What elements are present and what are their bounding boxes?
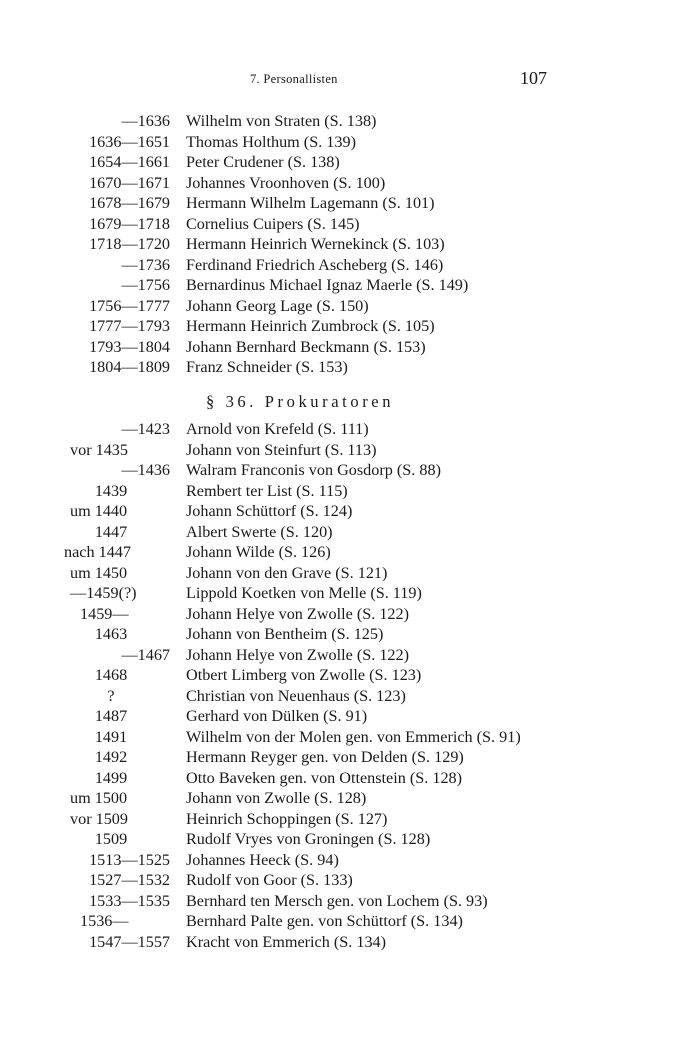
entry-date: 1679—1718 — [89, 214, 170, 233]
list-item — [70, 911, 630, 932]
list-item — [70, 255, 630, 276]
list-item — [70, 152, 630, 173]
entry-name: Johann Wilde (S. 126) — [186, 543, 331, 561]
entry-name: Cornelius Cuipers (S. 145) — [186, 214, 360, 233]
entry-name: Bernhard Palte gen. von Schüttorf (S. 134) — [186, 912, 463, 930]
entry-name: Gerhard von Dülken (S. 91) — [186, 707, 368, 725]
section-heading: § 36. Prokuratoren — [206, 392, 395, 411]
entry-date: —1436 — [121, 461, 170, 479]
entry-date: 1509 — [94, 830, 128, 848]
list-item — [70, 788, 630, 809]
entry-date: 1804—1809 — [89, 358, 170, 376]
entry-name: Johann Bernhard Beckmann (S. 153) — [186, 337, 426, 356]
entry-date: 1636—1651 — [89, 132, 170, 151]
entry-name: Hermann Reyger gen. von Delden (S. 129) — [186, 748, 464, 766]
page-number: 107 — [520, 68, 547, 88]
list-item — [70, 419, 630, 440]
list-item — [70, 604, 630, 625]
entry-date: um 1440 — [70, 502, 128, 520]
list-item — [70, 275, 630, 296]
list-item — [70, 173, 630, 194]
entry-date: 1777—1793 — [89, 317, 170, 335]
entry-name: Wilhelm von der Molen gen. von Emmerich (S. 91) — [186, 727, 521, 746]
entry-date: 1527—1532 — [89, 871, 170, 889]
entry-name: Franz Schneider (S. 153) — [186, 358, 348, 376]
entry-date: 1793—1804 — [89, 337, 170, 356]
entry-name: Johann von Zwolle (S. 128) — [186, 789, 367, 807]
list-item — [70, 583, 630, 604]
list-item — [70, 337, 630, 358]
entry-date: 1468 — [94, 666, 128, 684]
entry-name: Walram Franconis von Gosdorp (S. 88) — [186, 461, 441, 479]
entry-name: Ferdinand Friedrich Ascheberg (S. 146) — [186, 255, 444, 274]
list-item — [70, 111, 630, 132]
list-item — [70, 624, 630, 645]
list-prokuratoren — [64, 419, 630, 952]
entry-date: ? — [107, 686, 115, 705]
list-item — [70, 316, 630, 337]
list-item — [70, 296, 630, 317]
entry-date: —1736 — [121, 255, 170, 274]
entry-date: —1423 — [121, 420, 170, 438]
entry-date: 1487 — [94, 707, 128, 725]
running-head: 7. Personallisten — [250, 72, 338, 86]
list-item — [70, 234, 630, 255]
entry-name: Johannes Vroonhoven (S. 100) — [186, 173, 386, 192]
entry-name: Johann Georg Lage (S. 150) — [186, 296, 369, 315]
entry-date: 1492 — [94, 748, 128, 766]
entry-date: vor 1435 — [70, 440, 128, 459]
list-item — [70, 440, 630, 461]
list-item — [70, 809, 630, 830]
entry-name: Otbert Limberg von Zwolle (S. 123) — [186, 666, 422, 684]
list-item — [70, 829, 630, 850]
list-item — [70, 645, 630, 666]
entry-date: vor 1509 — [70, 809, 128, 828]
entry-date: 1463 — [94, 625, 128, 643]
list-item — [70, 727, 630, 748]
entry-name: Johannes Heeck (S. 94) — [186, 850, 339, 869]
entry-name: Rudolf von Goor (S. 133) — [186, 871, 353, 889]
list-item — [70, 932, 630, 953]
entry-name: Bernardinus Michael Ignaz Maerle (S. 149) — [186, 276, 469, 294]
entry-date: 1513—1525 — [89, 850, 170, 869]
list-item — [70, 850, 630, 871]
list-item — [70, 891, 630, 912]
entry-date: 1678—1679 — [89, 194, 170, 212]
page-header — [0, 68, 700, 92]
list-item — [70, 214, 630, 235]
entry-name: Hermann Wilhelm Lagemann (S. 101) — [186, 194, 435, 212]
list-item — [70, 747, 630, 768]
entry-date: —1467 — [121, 645, 170, 664]
entry-name: Arnold von Krefeld (S. 111) — [186, 420, 369, 438]
entry-date: —1756 — [121, 276, 170, 294]
list-item — [64, 542, 630, 563]
entry-name: Albert Swerte (S. 120) — [186, 522, 333, 541]
entry-date: 1439 — [94, 481, 128, 500]
list-item — [70, 522, 630, 543]
list-item — [70, 357, 630, 378]
entry-name: Rembert ter List (S. 115) — [186, 481, 348, 500]
entry-name: Johann Helye von Zwolle (S. 122) — [186, 604, 409, 623]
entry-name: Otto Baveken gen. von Ottenstein (S. 128) — [186, 768, 463, 787]
list-item — [70, 768, 630, 789]
entry-date: 1670—1671 — [89, 173, 170, 192]
entry-name: Wilhelm von Straten (S. 138) — [186, 112, 377, 130]
entry-date: —1459(?) — [70, 584, 137, 602]
entry-name: Rudolf Vryes von Groningen (S. 128) — [186, 830, 431, 848]
entry-date: nach 1447 — [64, 543, 131, 561]
entry-name: Bernhard ten Mersch gen. von Lochem (S. 93) — [186, 891, 488, 910]
list-item — [70, 132, 630, 153]
list-item — [70, 665, 630, 686]
entry-name: Hermann Heinrich Zumbrock (S. 105) — [186, 317, 435, 335]
list-item — [70, 481, 630, 502]
entry-name: Hermann Heinrich Wernekinck (S. 103) — [186, 235, 445, 253]
entry-date: 1756—1777 — [89, 296, 170, 315]
entry-date: 1491 — [94, 727, 128, 746]
entry-name: Kracht von Emmerich (S. 134) — [186, 932, 387, 951]
entry-name: Johann Schüttorf (S. 124) — [186, 502, 353, 520]
entry-name: Johann von den Grave (S. 121) — [186, 563, 388, 582]
entry-name: Johann von Bentheim (S. 125) — [186, 625, 384, 643]
list-item — [70, 460, 630, 481]
list-item — [70, 563, 630, 584]
entry-date: 1536— — [80, 912, 129, 930]
entry-date: 1533—1535 — [89, 891, 170, 910]
list-item — [70, 870, 630, 891]
entry-name: Johann von Steinfurt (S. 113) — [186, 440, 377, 459]
entry-date: 1499 — [94, 768, 128, 787]
list-item — [70, 706, 630, 727]
entry-date: um 1500 — [70, 789, 128, 807]
entry-date: 1447 — [94, 522, 128, 541]
entry-name: Lippold Koetken von Melle (S. 119) — [186, 584, 422, 602]
list-item — [70, 193, 630, 214]
entry-name: Christian von Neuenhaus (S. 123) — [186, 686, 406, 705]
list-rektoren — [70, 111, 630, 378]
entry-name: Peter Crudener (S. 138) — [186, 153, 340, 171]
entry-date: 1654—1661 — [89, 153, 170, 171]
entry-name: Heinrich Schoppingen (S. 127) — [186, 809, 388, 828]
entry-date: 1718—1720 — [89, 235, 170, 253]
entry-date: —1636 — [121, 112, 170, 130]
entry-date: um 1450 — [70, 563, 128, 582]
entry-name: Johann Helye von Zwolle (S. 122) — [186, 645, 409, 664]
entry-date: 1547—1557 — [89, 932, 170, 951]
list-item — [70, 686, 630, 707]
entry-name: Thomas Holthum (S. 139) — [186, 132, 356, 151]
list-item — [70, 501, 630, 522]
entry-date: 1459— — [80, 604, 129, 623]
